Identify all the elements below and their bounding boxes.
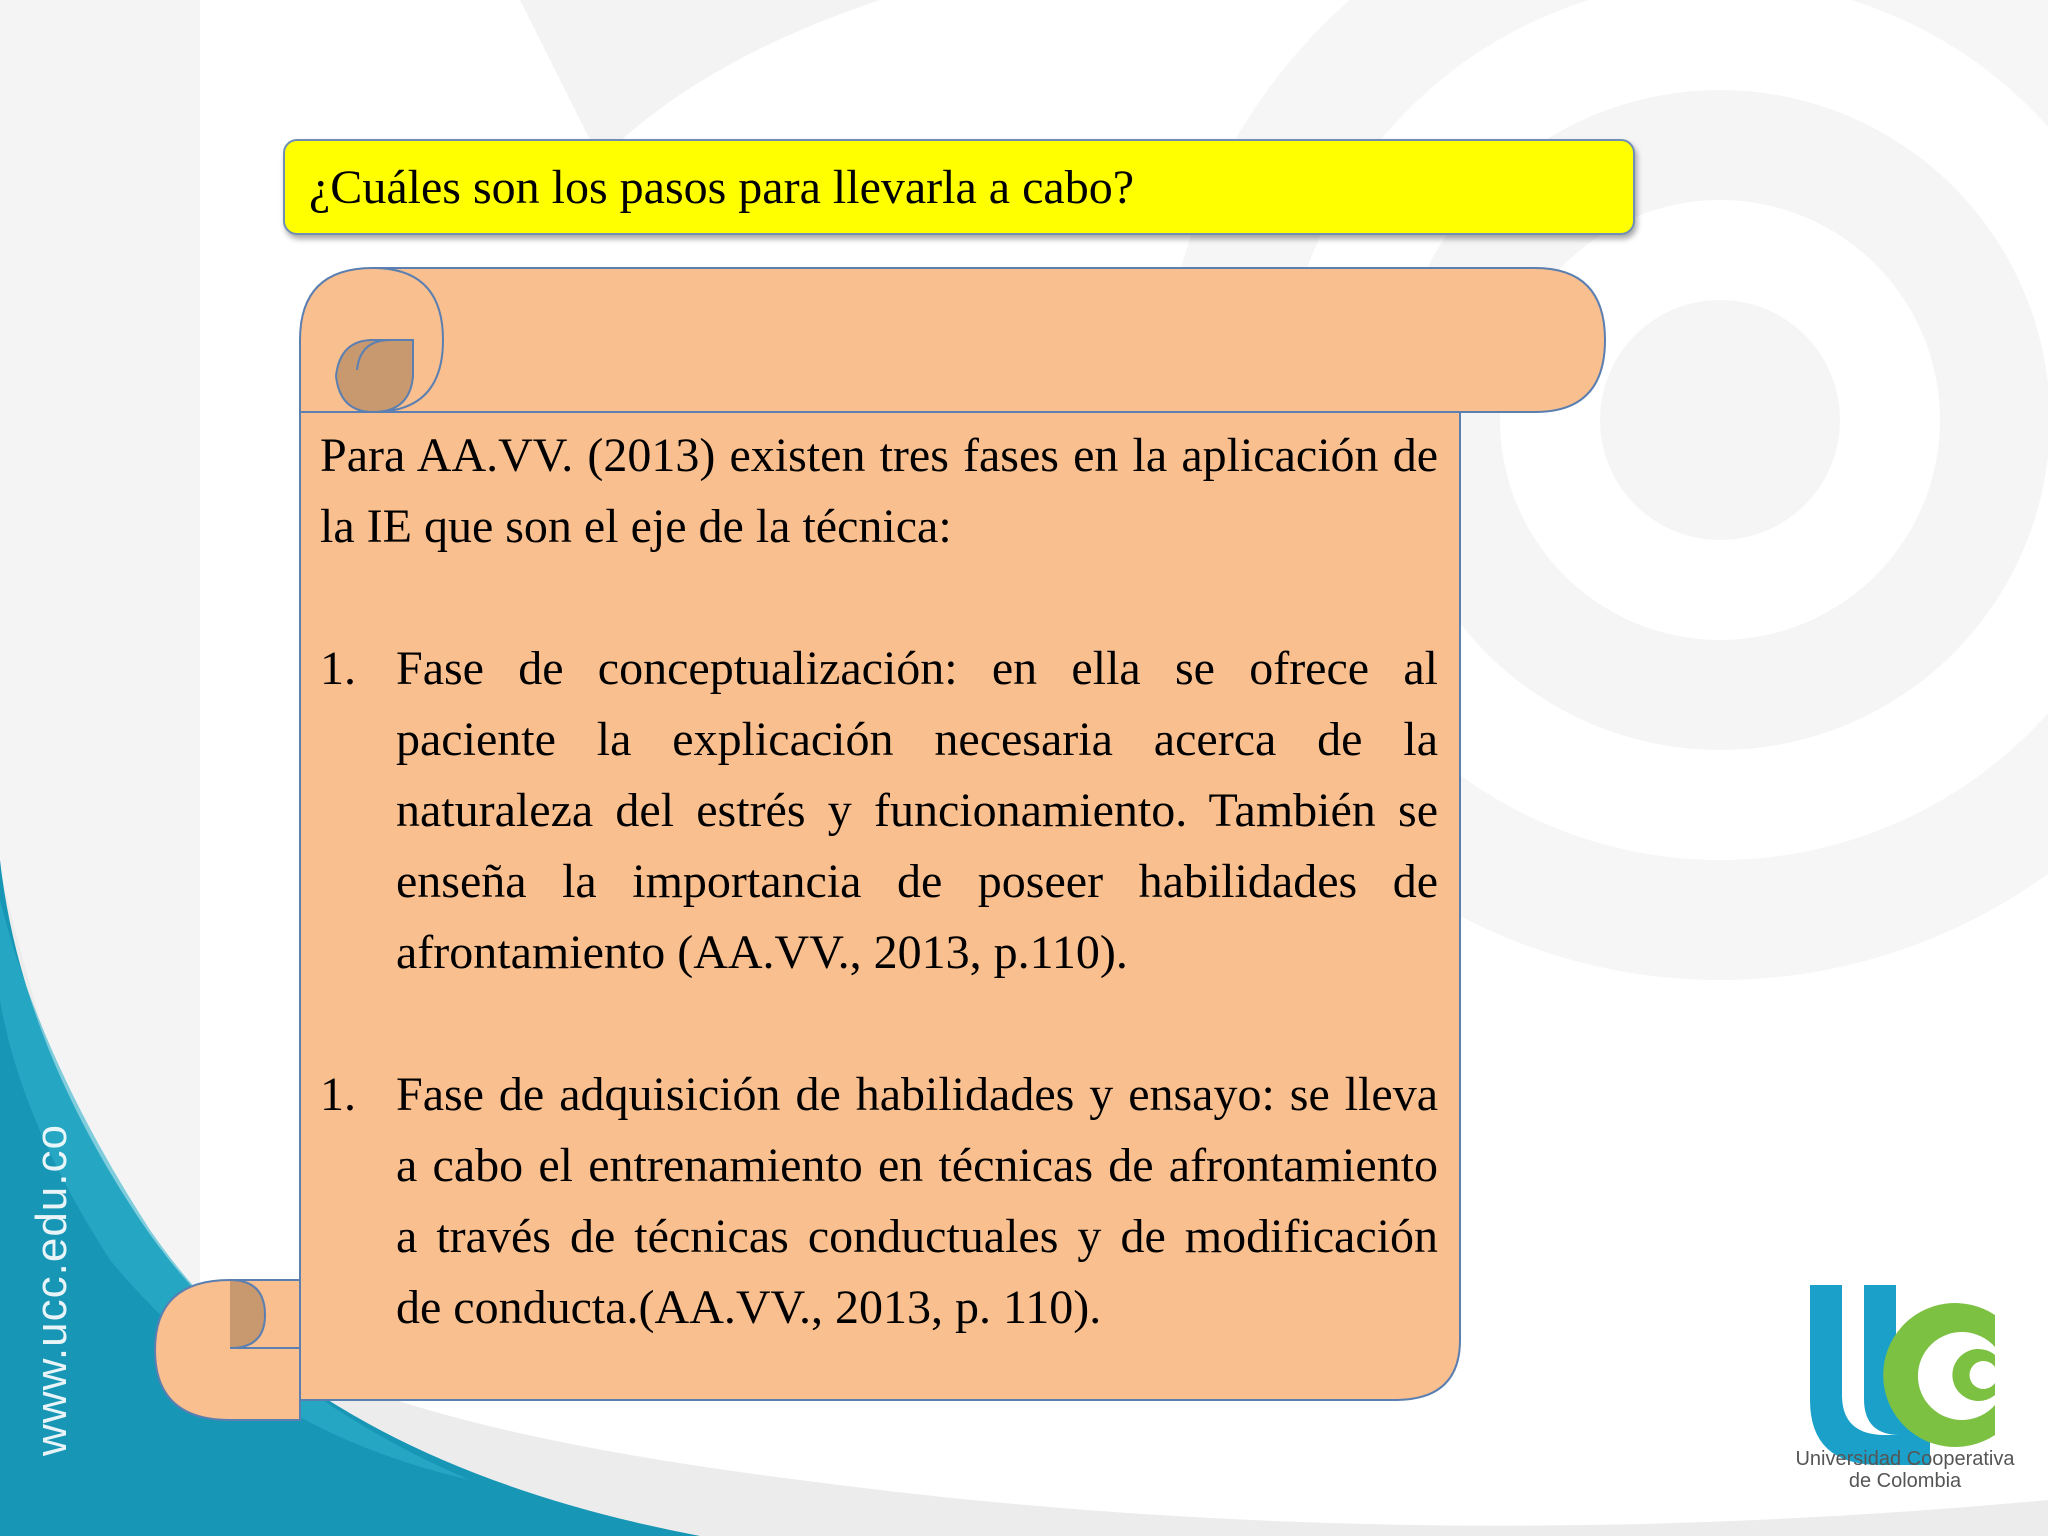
list-number: 1.	[320, 642, 356, 695]
scroll-content	[320, 420, 1438, 1343]
list-item-text: Fase de conceptualización: en ella se ofrece al paciente la explicación necesaria acerca de la naturaleza del estrés y funcionamiento. También se enseña la importancia de poseer habilidades de afrontamiento (AA.VV., 2013, p.110).	[396, 642, 1438, 979]
logo-caption	[1780, 1448, 2030, 1492]
intro-paragraph: Para AA.VV. (2013) existen tres fases en la aplicación de la IE que son el eje de la técnica:	[320, 429, 1438, 553]
list-item	[320, 633, 1438, 988]
list-number: 1.	[320, 1068, 356, 1121]
logo-caption-line2: de Colombia	[1848, 1470, 1962, 1492]
website-url: www.ucc.edu.co	[27, 1124, 76, 1456]
list-item-text: Fase de adquisición de habilidades y ensayo: se lleva a cabo el entrenamiento en técnicas de afrontamiento a través de técnicas conductuales y de modificación de conducta.(AA.VV., 2013, p. 110).	[396, 1068, 1438, 1334]
logo-caption-line1: Universidad Cooperativa	[1795, 1448, 2015, 1470]
slide-title: ¿Cuáles son los pasos para llevarla a cabo?	[309, 160, 1135, 214]
list-item	[320, 1059, 1438, 1343]
